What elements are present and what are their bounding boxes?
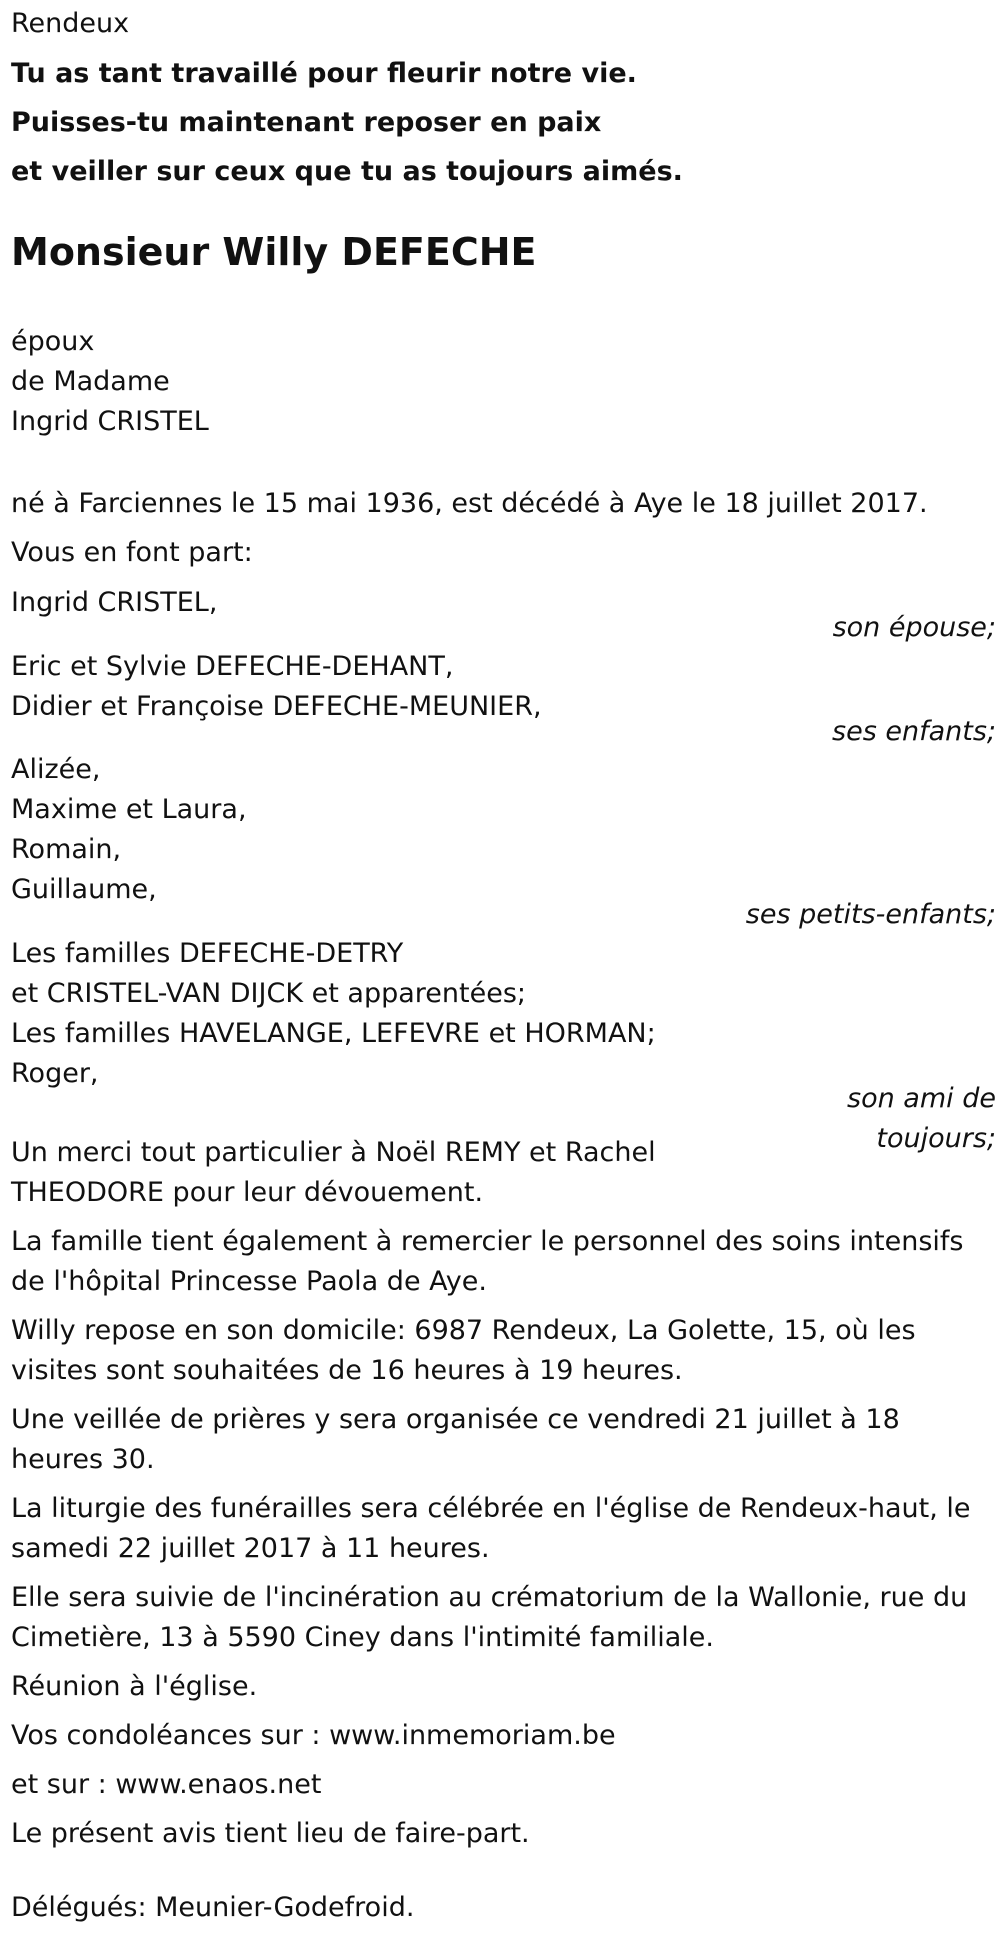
paragraph: La liturgie des funérailles sera célébrée en l'église de Rendeux-haut, le samedi 22 juillet 2017 à 11 heures.	[11, 1493, 971, 1564]
paragraph: Elle sera suivie de l'incinération au crématorium de la Wallonie, rue du Cimetière, 13 à 5590 Ciney dans l'intimité familiale.	[11, 1582, 968, 1653]
paragraph: La famille tient également à remercier le personnel des soins intensifs de l'hôpital Princesse Paola de Aye.	[11, 1226, 964, 1297]
paragraph: et sur : www.enaos.net	[11, 1769, 322, 1800]
family-role: son ami de	[847, 1083, 996, 1114]
thanks-line-2: THEODORE pour leur dévouement.	[11, 1177, 484, 1208]
family-name: Ingrid CRISTEL,	[11, 587, 218, 618]
family-role: ses petits-enfants;	[745, 899, 996, 930]
family-name: Alizée,	[11, 754, 101, 785]
family-name: Didier et Françoise DEFECHE-MEUNIER,	[11, 691, 542, 722]
family-role: son épouse;	[832, 612, 996, 643]
family-name: Romain,	[11, 834, 122, 865]
delegates: Délégués: Meunier-Godefroid.	[11, 1892, 415, 1923]
place-name: Rendeux	[11, 8, 130, 39]
paragraph: Vos condoléances sur : www.inmemoriam.be	[11, 1720, 616, 1751]
family-name: Guillaume,	[11, 874, 157, 905]
family-name: Eric et Sylvie DEFECHE-DEHANT,	[11, 651, 454, 682]
family-role: toujours;	[876, 1123, 996, 1154]
birth-death: né à Farciennes le 15 mai 1936, est décédé à Aye le 18 juillet 2017.	[11, 488, 928, 519]
paragraph: Une veillée de prières y sera organisée ce vendredi 21 juillet à 18 heures 30.	[11, 1404, 900, 1475]
family-name: Les familles HAVELANGE, LEFEVRE et HORMAN;	[11, 1018, 656, 1049]
spouse-line-3: Ingrid CRISTEL	[11, 406, 209, 437]
poem-line-3: et veiller sur ceux que tu as toujours aimés.	[11, 156, 683, 187]
poem-line-1: Tu as tant travaillé pour fleurir notre vie.	[11, 58, 637, 89]
family-role: ses enfants;	[832, 716, 996, 747]
family-name: Les familles DEFECHE-DETRY	[11, 938, 404, 969]
paragraph: Réunion à l'église.	[11, 1671, 258, 1702]
announce: Vous en font part:	[11, 537, 253, 568]
poem-line-2: Puisses-tu maintenant reposer en paix	[11, 107, 602, 138]
family-name: Roger,	[11, 1058, 99, 1089]
paragraph: Le présent avis tient lieu de faire-part.	[11, 1818, 530, 1849]
deceased-name: Monsieur Willy DEFECHE	[11, 230, 537, 274]
family-name: et CRISTEL-VAN DIJCK et apparentées;	[11, 978, 526, 1009]
spouse-line-2: de Madame	[11, 366, 170, 397]
family-name: Maxime et Laura,	[11, 794, 247, 825]
paragraph: Willy repose en son domicile: 6987 Rendeux, La Golette, 15, où les visites sont souhaitées de 16 heures à 19 heures.	[11, 1315, 916, 1386]
thanks-line-1: Un merci tout particulier à Noël REMY et Rachel	[11, 1137, 656, 1168]
spouse-line-1: époux	[11, 326, 95, 357]
